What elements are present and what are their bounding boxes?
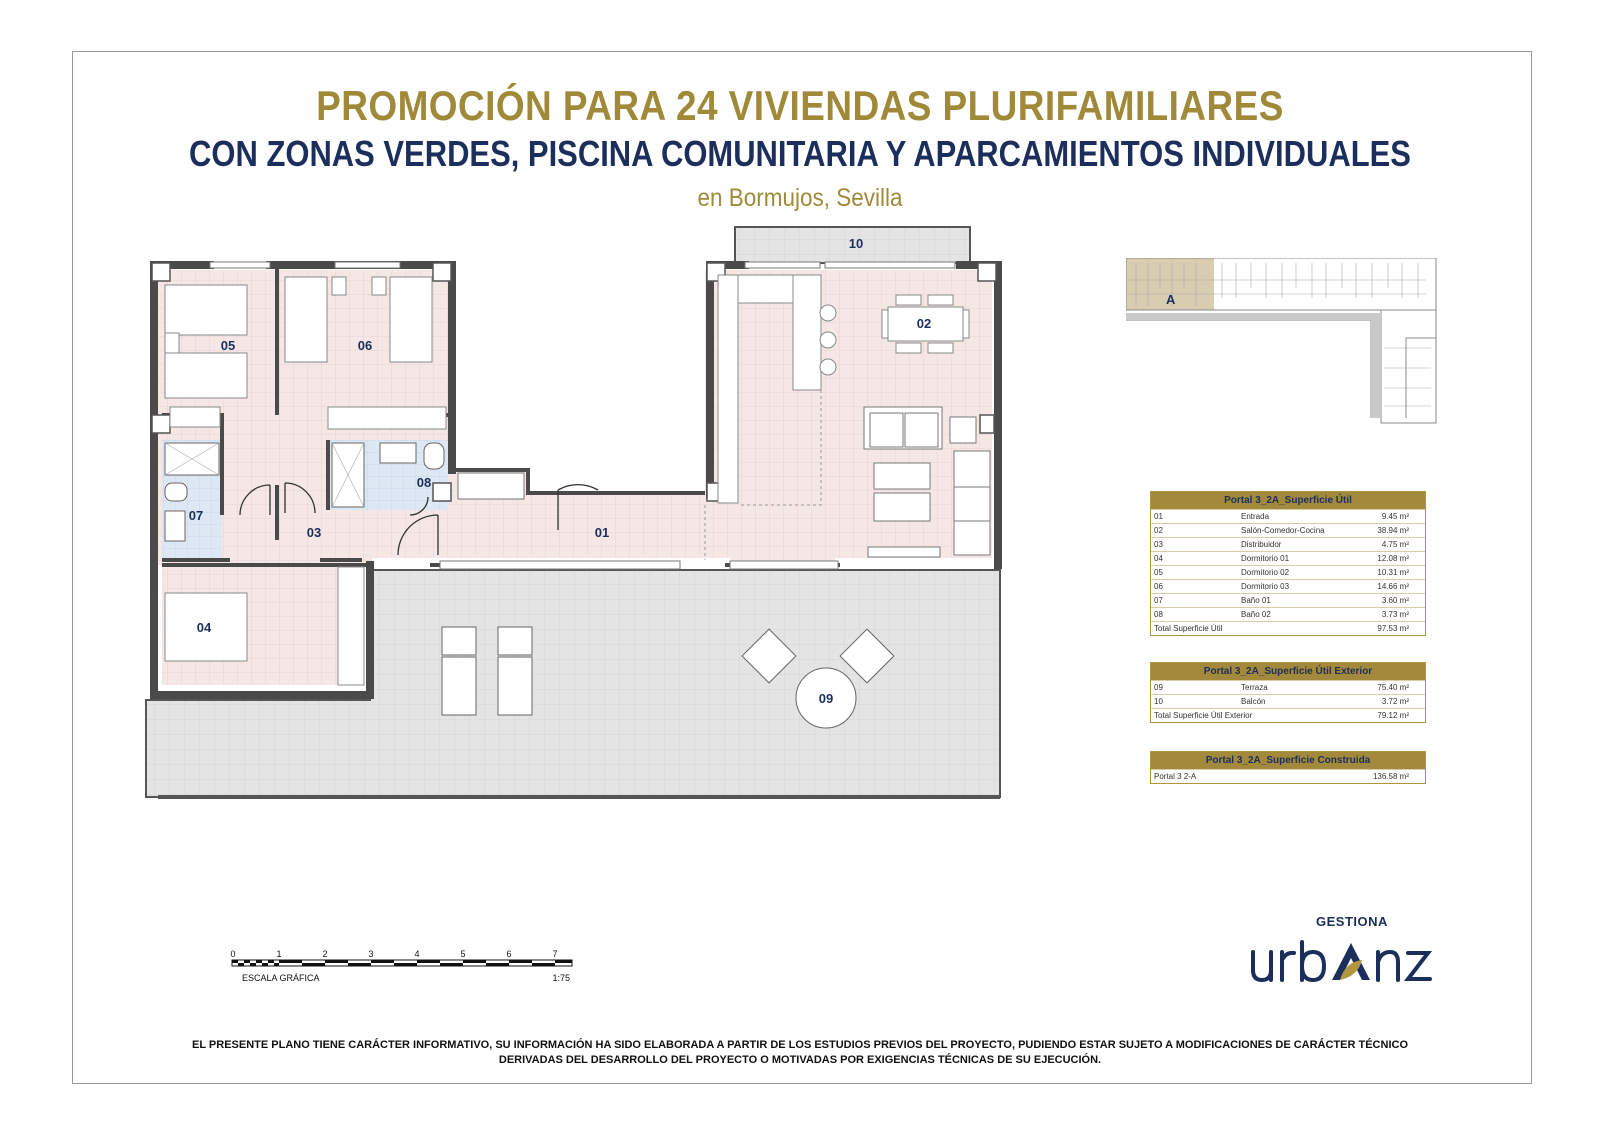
brand-tagline: GESTIONA: [1316, 914, 1388, 929]
table-row: 10 Balcón 3.72 m²: [1151, 694, 1425, 708]
room-label-01: 01: [594, 525, 610, 540]
scale-label: ESCALA GRÁFICA: [242, 973, 320, 983]
disclaimer-line-2: DERIVADAS DEL DESARROLLO DEL PROYECTO O MOTIVADAS POR EXIGENCIAS TÉCNICAS DE SU EJECUCIÓN.: [498, 1054, 1102, 1066]
table-superficie-exterior: [1150, 662, 1426, 723]
table-total-row: Total Superficie Útil Exterior 79.12 m²: [1151, 708, 1425, 722]
scale-tick: 6: [506, 949, 512, 959]
urbanz-logo: [1250, 940, 1450, 990]
table-title: Portal 3_2A_Superficie Útil Exterior: [1151, 663, 1425, 680]
scale-tick: 5: [460, 949, 466, 959]
table-superficie-util: [1150, 491, 1426, 636]
scale-tick: 1: [276, 949, 282, 959]
room-label-06: 06: [357, 338, 373, 353]
room-label-04: 04: [196, 620, 212, 635]
page-title: PROMOCIÓN PARA 24 VIVIENDAS PLURIFAMILIARES: [316, 82, 1284, 129]
table-total-row: Total Superficie Útil 97.53 m²: [1151, 621, 1425, 635]
room-label-10: 10: [848, 236, 864, 251]
disclaimer-line-1: EL PRESENTE PLANO TIENE CARÁCTER INFORMATIVO, SU INFORMACIÓN HA SIDO ELABORADA A PARTIR DE LOS ESTUDIOS PREVIOS DEL PROYECTO, PUDIENDO ESTAR SUJETO A MODIFICACIONES DE CARÁCTER TÉCNICO: [192, 1039, 1408, 1051]
table-superficie-construida: [1150, 751, 1426, 784]
page-subtitle: CON ZONAS VERDES, PISCINA COMUNITARIA Y APARCAMIENTOS INDIVIDUALES: [189, 133, 1411, 174]
scale-tick: 0: [230, 949, 236, 959]
location: en Bormujos, Sevilla: [697, 184, 903, 212]
table-row: 07 Baño 01 3.60 m²: [1151, 593, 1425, 607]
table-row: 04 Dormitorio 01 12.08 m²: [1151, 551, 1425, 565]
scale-tick: 7: [552, 949, 558, 959]
graphic-scale: [230, 948, 590, 988]
room-label-02: 02: [916, 316, 932, 331]
table-total-row: Portal 3 2-A 136.58 m²: [1151, 769, 1425, 783]
scale-tick: 2: [322, 949, 328, 959]
table-row: 05 Dormitorio 02 10.31 m²: [1151, 565, 1425, 579]
table-row: 09 Terraza 75.40 m²: [1151, 680, 1425, 694]
scale-tick: 4: [414, 949, 420, 959]
table-title: Portal 3_2A_Superficie Construida: [1151, 752, 1425, 769]
keyplan-label: A: [1166, 292, 1176, 307]
floor-plan: [140, 225, 1030, 810]
table-row: 01 Entrada 9.45 m²: [1151, 509, 1425, 523]
room-label-07: 07: [188, 508, 204, 523]
table-row: 02 Salón-Comedor-Cocina 38.94 m²: [1151, 523, 1425, 537]
room-label-08: 08: [416, 475, 432, 490]
key-plan: [1126, 258, 1446, 433]
room-label-03: 03: [306, 525, 322, 540]
scale-ratio: 1:75: [552, 973, 570, 983]
table-row: 08 Baño 02 3.73 m²: [1151, 607, 1425, 621]
room-label-05: 05: [220, 338, 236, 353]
room-label-09: 09: [818, 691, 834, 706]
table-row: 03 Distribuidor 4.75 m²: [1151, 537, 1425, 551]
scale-tick: 3: [368, 949, 374, 959]
table-title: Portal 3_2A_Superficie Útil: [1151, 492, 1425, 509]
table-row: 06 Dormitorio 03 14.66 m²: [1151, 579, 1425, 593]
